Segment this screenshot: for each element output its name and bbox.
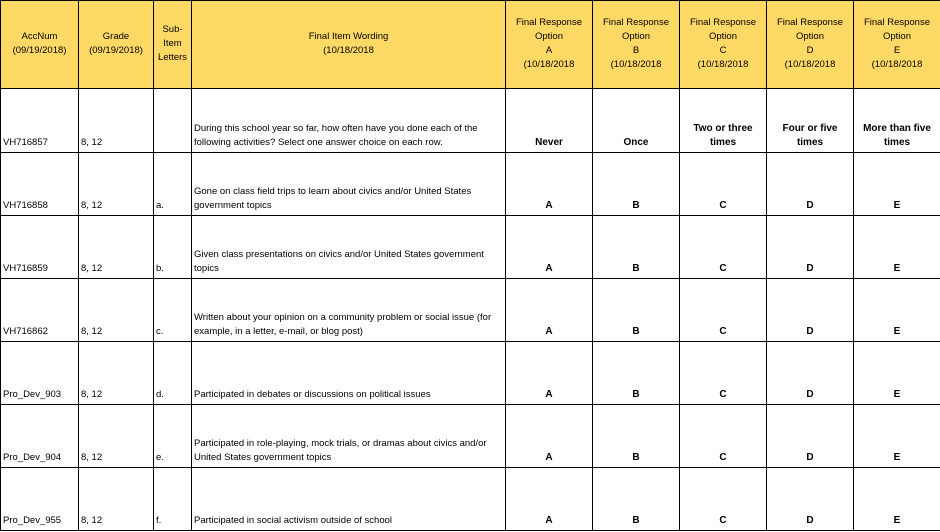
- option-b-cell: B: [593, 216, 680, 279]
- option-b-cell: B: [593, 279, 680, 342]
- sub-item-cell: a.: [154, 153, 192, 216]
- sub-item-cell: c.: [154, 279, 192, 342]
- option-d-cell: Four or five times: [767, 89, 854, 153]
- option-e-cell: More than five times: [854, 89, 940, 153]
- table-row: [1, 279, 940, 342]
- table-row: [1, 216, 940, 279]
- option-c-cell: C: [680, 216, 767, 279]
- grade-cell: 8, 12: [79, 153, 154, 216]
- accnum-cell: VH716858: [1, 153, 79, 216]
- option-c-cell: C: [680, 153, 767, 216]
- option-d-cell: D: [767, 216, 854, 279]
- option-a-cell: A: [506, 405, 593, 468]
- option-c-cell: C: [680, 279, 767, 342]
- option-c-cell: Two or three times: [680, 89, 767, 153]
- accnum-cell: Pro_Dev_955: [1, 468, 79, 531]
- grade-cell: 8, 12: [79, 216, 154, 279]
- accnum-cell: VH716857: [1, 89, 79, 153]
- accnum-cell: VH716862: [1, 279, 79, 342]
- header-option-b: Final Response Option B (10/18/2018: [593, 1, 680, 89]
- table-row: [1, 342, 940, 405]
- table-row: [1, 468, 940, 531]
- table-row: [1, 405, 940, 468]
- grade-cell: 8, 12: [79, 405, 154, 468]
- option-b-cell: Once: [593, 89, 680, 153]
- accnum-cell: VH716859: [1, 216, 79, 279]
- option-d-cell: D: [767, 342, 854, 405]
- grade-cell: 8, 12: [79, 279, 154, 342]
- sub-item-cell: e.: [154, 405, 192, 468]
- header-final-item-wording: Final Item Wording (10/18/2018: [192, 1, 506, 89]
- option-e-cell: E: [854, 405, 940, 468]
- item-wording-cell: During this school year so far, how often have you done each of the following activities? Select one answer choice on each row.: [192, 89, 506, 153]
- option-c-cell: C: [680, 468, 767, 531]
- header-grade: Grade (09/19/2018): [79, 1, 154, 89]
- option-a-cell: A: [506, 342, 593, 405]
- option-d-cell: D: [767, 405, 854, 468]
- sub-item-cell: f.: [154, 468, 192, 531]
- table-row: [1, 153, 940, 216]
- option-d-cell: D: [767, 279, 854, 342]
- header-sub-item-letters: Sub- Item Letters: [154, 1, 192, 89]
- item-wording-cell: Written about your opinion on a community problem or social issue (for example, in a letter, e-mail, or blog post): [192, 279, 506, 342]
- option-b-cell: B: [593, 468, 680, 531]
- item-wording-cell: Gone on class field trips to learn about civics and/or United States government topics: [192, 153, 506, 216]
- sub-item-cell: b.: [154, 216, 192, 279]
- accnum-cell: Pro_Dev_903: [1, 342, 79, 405]
- option-a-cell: A: [506, 468, 593, 531]
- header-option-a: Final Response Option A (10/18/2018: [506, 1, 593, 89]
- option-a-cell: A: [506, 279, 593, 342]
- header-row: [1, 1, 940, 89]
- grade-cell: 8, 12: [79, 342, 154, 405]
- option-d-cell: D: [767, 468, 854, 531]
- item-wording-cell: Participated in role-playing, mock trials, or dramas about civics and/or United States government topics: [192, 405, 506, 468]
- item-wording-cell: Participated in debates or discussions on political issues: [192, 342, 506, 405]
- option-e-cell: E: [854, 342, 940, 405]
- option-e-cell: E: [854, 216, 940, 279]
- option-c-cell: C: [680, 342, 767, 405]
- option-a-cell: A: [506, 153, 593, 216]
- header-option-c: Final Response Option C (10/18/2018: [680, 1, 767, 89]
- grade-cell: 8, 12: [79, 89, 154, 153]
- option-c-cell: C: [680, 405, 767, 468]
- accnum-cell: Pro_Dev_904: [1, 405, 79, 468]
- option-b-cell: B: [593, 153, 680, 216]
- option-e-cell: E: [854, 468, 940, 531]
- option-a-cell: Never: [506, 89, 593, 153]
- header-option-e: Final Response Option E (10/18/2018: [854, 1, 940, 89]
- option-e-cell: E: [854, 279, 940, 342]
- table-row: [1, 89, 940, 153]
- option-b-cell: B: [593, 405, 680, 468]
- item-wording-cell: Participated in social activism outside of school: [192, 468, 506, 531]
- option-a-cell: A: [506, 216, 593, 279]
- grade-cell: 8, 12: [79, 468, 154, 531]
- option-b-cell: B: [593, 342, 680, 405]
- sub-item-cell: [154, 89, 192, 153]
- header-accnum: AccNum (09/19/2018): [1, 1, 79, 89]
- option-e-cell: E: [854, 153, 940, 216]
- option-d-cell: D: [767, 153, 854, 216]
- sub-item-cell: d.: [154, 342, 192, 405]
- item-wording-cell: Given class presentations on civics and/or United States government topics: [192, 216, 506, 279]
- header-option-d: Final Response Option D (10/18/2018: [767, 1, 854, 89]
